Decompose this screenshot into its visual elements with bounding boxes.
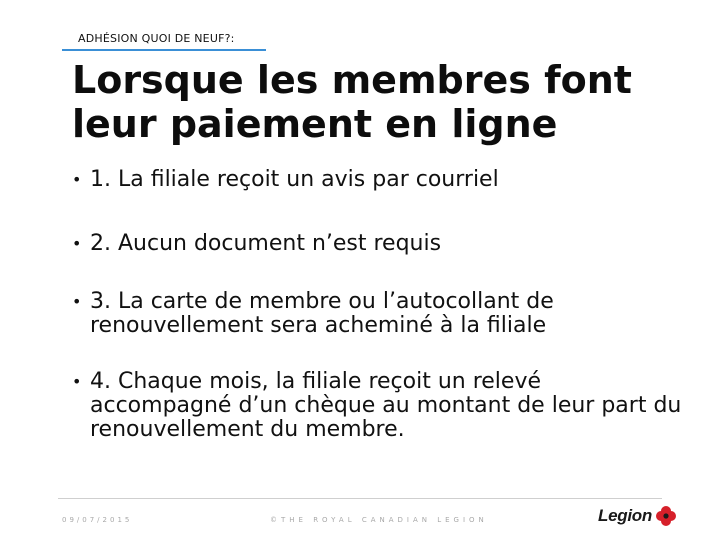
bullet-marker: • (72, 292, 82, 311)
bullet-text: 1. La filiale reçoit un avis par courriel (90, 167, 499, 192)
footer-copyright: ©THE ROYAL CANADIAN LEGION (270, 516, 488, 524)
poppy-icon (655, 505, 677, 527)
slide-eyebrow: ADHÉSION QUOI DE NEUF?: (78, 32, 235, 45)
slide-title: Lorsque les membres font leur paiement en ligne (72, 58, 632, 146)
bullet-marker: • (72, 372, 82, 391)
eyebrow-underline (62, 49, 266, 51)
bullet-text: 2. Aucun document n’est requis (90, 231, 442, 256)
bullet-marker: • (72, 234, 82, 253)
bullet-list (72, 168, 682, 442)
bullet-item (72, 168, 682, 192)
bullet-item (72, 370, 682, 442)
bullet-text: 3. La carte de membre ou l’autocollant de renouvellement sera acheminé à la filiale (90, 289, 554, 338)
bullet-text: 4. Chaque mois, la filiale reçoit un relevé accompagné d’un chèque au montant de leur part du renouvellement du membre. (90, 369, 682, 442)
bullet-item (72, 290, 682, 338)
bullet-marker: • (72, 170, 82, 189)
footer-date: 09/07/2015 (62, 516, 133, 524)
legion-logo (598, 505, 677, 527)
bullet-item (72, 232, 682, 256)
logo-wordmark: Legion (598, 506, 652, 525)
footer-divider (58, 498, 662, 499)
